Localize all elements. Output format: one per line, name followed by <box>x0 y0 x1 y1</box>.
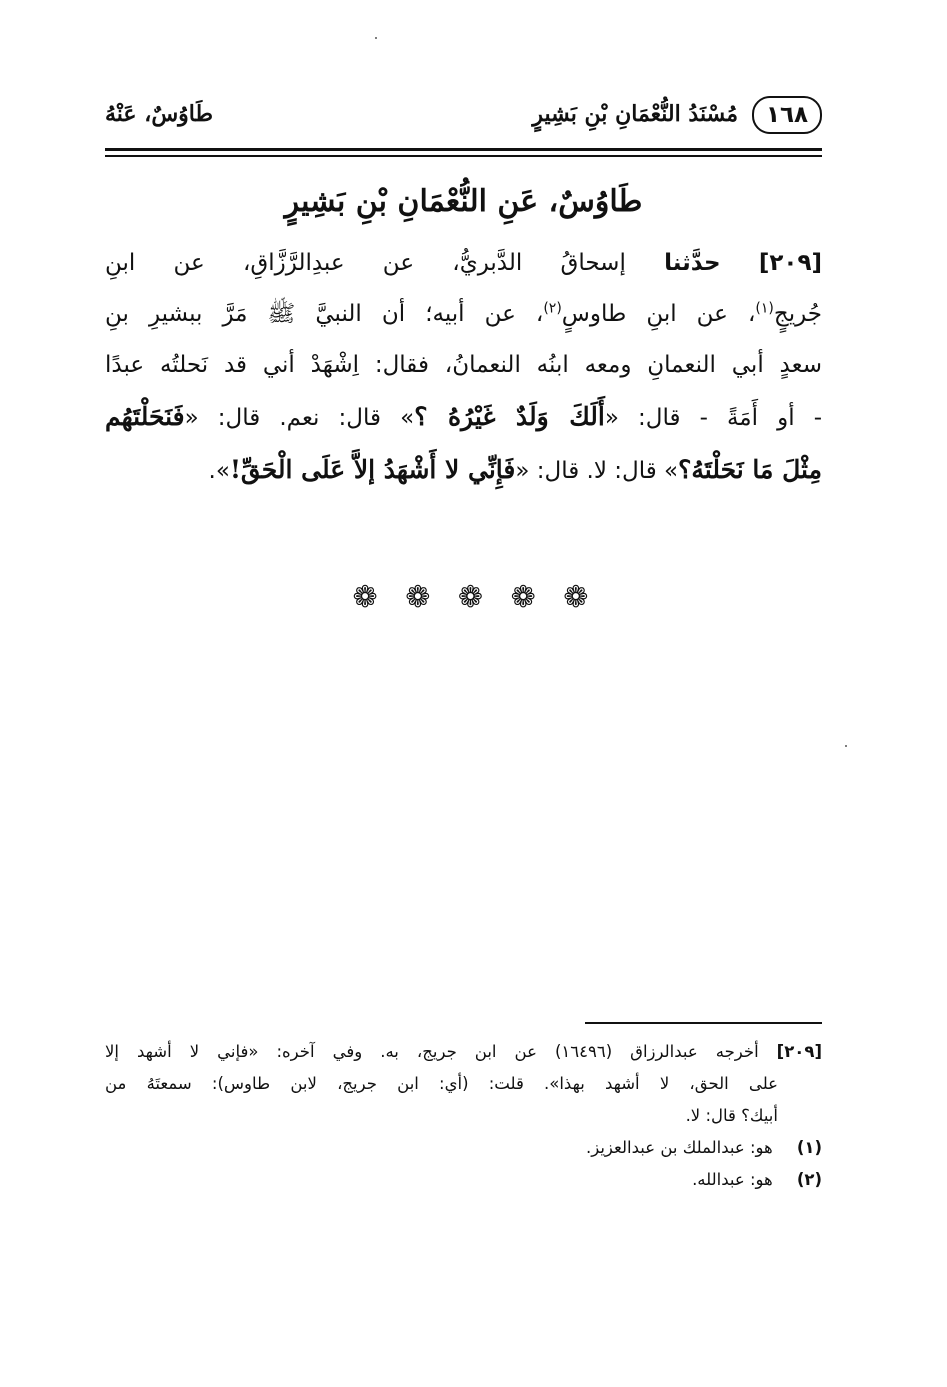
hadith-line <box>105 391 822 444</box>
hadith-opening: حدَّثنا <box>664 250 721 276</box>
footnote-line <box>105 1164 822 1196</box>
hadith-line <box>105 340 822 391</box>
page-number: ١٦٨ <box>752 96 822 134</box>
footnote-separator <box>585 1022 822 1024</box>
footnote-label: (٢) <box>796 1170 822 1189</box>
footnote-note <box>105 1164 822 1196</box>
hadith-line <box>105 238 822 289</box>
footnote-marker: (١) <box>755 300 774 317</box>
flower-ornament-icon: ❁ <box>457 580 490 615</box>
footnote-line <box>105 1132 822 1164</box>
flower-ornament-icon: ❁ <box>510 580 542 615</box>
flower-ornament-icon: ❁ <box>352 580 384 615</box>
running-title-book: مُسْنَدُ النُّعْمَانِ بْنِ بَشِيرٍ <box>532 101 738 127</box>
hadith-line <box>105 444 822 497</box>
footnote-main <box>105 1036 822 1132</box>
page-header <box>105 96 822 146</box>
hadith-chain: ، عن أبيه؛ أن النبيَّ ﷺ مَرَّ ببشيرِ بنِ <box>105 301 544 327</box>
header-rule <box>105 155 822 157</box>
section-heading: طَاوُسٌ، عَنِ النُّعْمَانِ بْنِ بَشِيرٍ <box>284 184 643 219</box>
footnote-text: هو: عبدالملك بن عبدالعزيز. <box>585 1138 773 1157</box>
footnotes <box>105 1036 822 1196</box>
hadith-chain: ، عن ابنِ طاوسٍ <box>561 301 756 327</box>
prophetic-quote: فَنَحَلْتَهُم <box>105 402 185 431</box>
hadith-matn: ». <box>208 458 230 484</box>
footnote-marker: (٢) <box>543 300 562 317</box>
scan-speck <box>845 745 847 747</box>
prophetic-quote: فَإِنِّي لا أَشْهَدُ إلاَّ عَلَى الْحَقِّ! <box>229 455 516 484</box>
footnote-line: أبيك؟ قال: لا. <box>685 1106 778 1125</box>
hadith-chain: جُريجٍ <box>773 301 822 327</box>
footnote-label: (١) <box>796 1138 822 1157</box>
flower-ornament-icon: ❁ <box>563 580 595 615</box>
footnote-note <box>105 1132 822 1164</box>
running-title-chapter: طَاوُسٌ، عَنْهُ <box>105 101 214 127</box>
footnote-line: على الحق، لا أشهد بهذا». قلت: (أي: ابن جريج، لابن طاوس): سمعتَهُ من <box>105 1074 778 1093</box>
hadith-chain: إسحاقُ الدَّبريُّ، عن عبدِالرَّزَّاقِ، عن ابنِ <box>105 250 626 276</box>
hadith-line <box>105 289 822 340</box>
hadith-matn: » قال: نعم. قال: « <box>184 405 415 431</box>
hadith-matn: - أو أَمَةً - قال: « <box>604 405 822 431</box>
hadith-number: [٢٠٩] <box>758 250 822 276</box>
scan-speck <box>375 37 377 39</box>
prophetic-quote: مِثْلَ مَا نَحَلْتَهُ؟ <box>678 455 822 484</box>
section-divider-ornaments <box>0 578 947 618</box>
footnote-text: أخرجه عبدالرزاق (١٦٤٩٦) عن ابن جريج، به. وفي آخره: «فإني لا أشهد إلا <box>105 1042 759 1061</box>
footnote-text: هو: عبدالله. <box>692 1170 773 1189</box>
hadith-text <box>105 238 822 497</box>
prophetic-quote: أَلَكَ وَلَدٌ غَيْرُهُ ؟ <box>414 402 605 431</box>
footnote-label: [٢٠٩] <box>776 1042 822 1061</box>
footnote-line <box>105 1036 822 1068</box>
hadith-matn: سعدٍ أبي النعمانِ ومعه ابنُه النعمانُ، فقال: اِشْهَدْ أني قد نَحلتُه عبدًا <box>105 352 822 378</box>
flower-ornament-icon: ❁ <box>405 580 437 615</box>
hadith-matn: » قال: لا. قال: « <box>515 458 679 484</box>
header-rule <box>105 148 822 151</box>
